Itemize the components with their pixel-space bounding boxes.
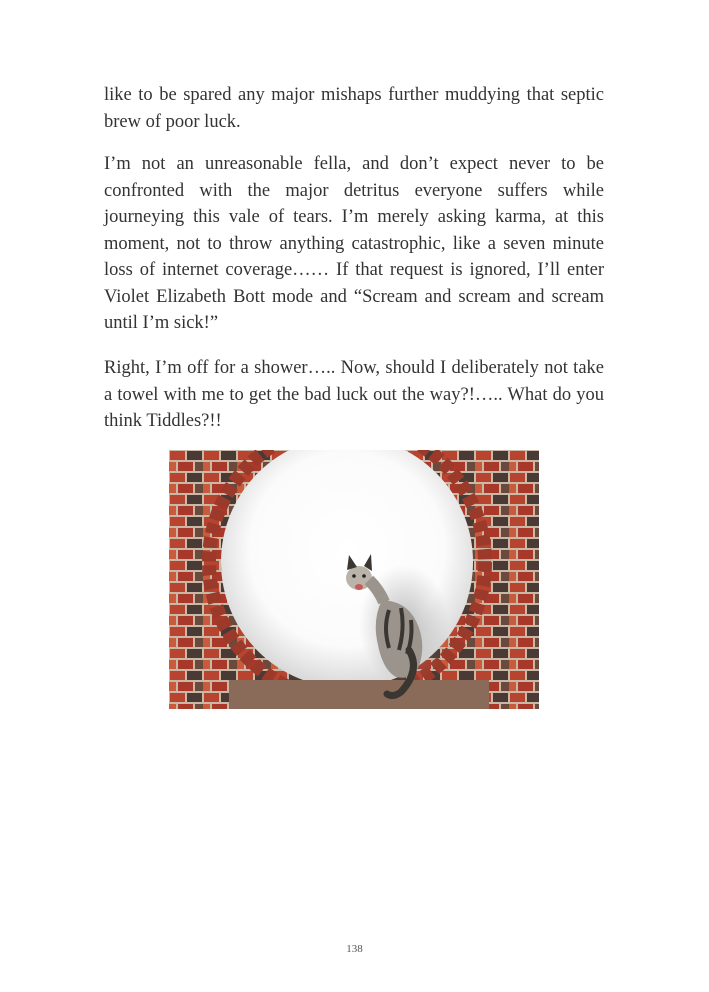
body-text-column: [104, 82, 604, 135]
cat-in-brick-circle-illustration: [169, 450, 539, 709]
paragraph-2: I’m not an unreasonable fella, and don’t expect never to be confronted with the major detritus everyone suffers while journeying this vale of tears. I’m merely asking karma, at this moment, not to throw anything catastrophic, like a seven minute loss of internet coverage…… If that request is ignored, I’ll enter Violet Elizabeth Bott mode and “Scream and scream and scream until I’m sick!”: [104, 154, 604, 333]
paragraph-3: Right, I’m off for a shower….. Now, should I deliberately not take a towel with me to get the bad luck out the way?!….. What do you think Tiddles?!!: [104, 358, 604, 431]
window-ledge: [229, 680, 489, 709]
page-number: 138: [346, 943, 363, 955]
paragraph-1: like to be spared any major mishaps further muddying that septic brew of poor luck.: [104, 85, 604, 132]
body-text-column: [104, 355, 604, 435]
body-text-column: [104, 151, 604, 337]
cat-photo: [169, 450, 539, 709]
